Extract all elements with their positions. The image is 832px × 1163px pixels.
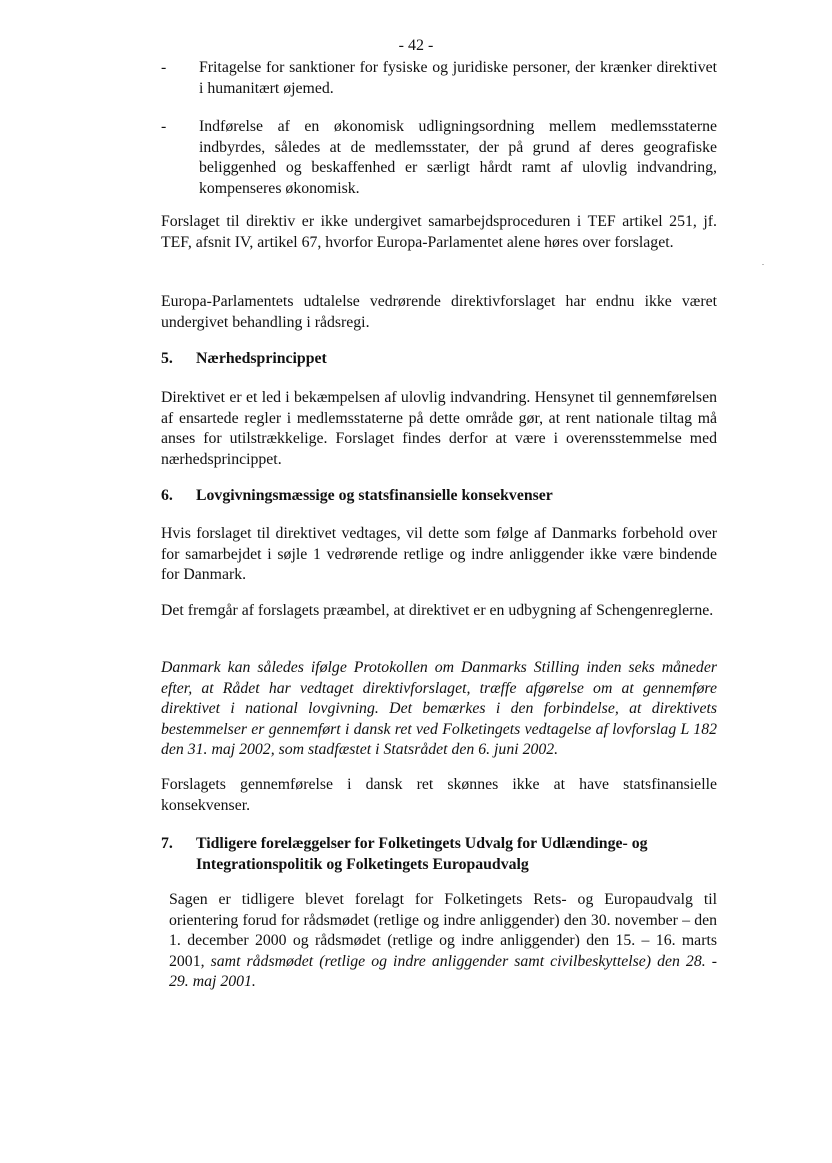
paragraph: Europa-Parlamentets udtalelse vedrørende direktivforslaget har endnu ikke været undergivet behandling i rådsregi. xyxy=(161,293,717,331)
bullet-text: Fritagelse for sanktioner for fysiske og juridiske personer, der krænker direktivet i humanitært øjemed. xyxy=(199,59,717,97)
paragraph: Forslagets gennemførelse i dansk ret skønnes ikke at have statsfinansielle konsekvenser. xyxy=(161,776,717,814)
paragraph-text: Sagen er tidligere blevet forelagt for Folketingets Rets- og Europaudvalg til orientering forud for rådsmødet (retlige og indre anliggender) den 30. november – den 1. december 2000 og rådsmødet (retlige og indre anliggender) den 15. – 16. marts 2001, xyxy=(169,891,717,970)
page-number: - 42 - xyxy=(398,37,434,54)
bullet-item xyxy=(161,117,717,201)
bullet-dash: - xyxy=(161,118,167,135)
bullet-item xyxy=(161,58,717,100)
scan-speck xyxy=(762,264,764,265)
paragraph-text-italic: samt rådsmødet (retlige og indre anliggender samt civilbeskyttelse) den 28. - 29. maj 2001. xyxy=(169,952,717,991)
paragraph xyxy=(169,890,717,993)
section-heading xyxy=(161,834,717,878)
paragraph: Forslaget til direktiv er ikke undergivet samarbejdsproceduren i TEF artikel 251, jf. TEF, afsnit IV, artikel 67, hvorfor Europa-Parlamentet alene høres over forslaget. xyxy=(161,213,717,251)
bullet-dash: - xyxy=(161,59,167,76)
paragraph-italic: Danmark kan således ifølge Protokollen om Danmarks Stilling inden seks måneder efter, at Rådet har vedtaget direktivforslaget, træffe afgørelse om at gennemføre direktivet i national lovgivning. Det bemærkes i den forbindelse, at direktivets bestemmelser er gennemført i dansk ret ved Folketingets vedtagelse af lovforslag L 182 den 31. maj 2002, som stadfæstet i Statsrådet den 6. juni 2002. xyxy=(161,659,717,759)
section-title: Tidligere forelæggelser for Folketingets Udvalg for Udlændinge- og Integrationspolitik og Folketingets Europaudvalg xyxy=(196,835,648,873)
section-number: 7. xyxy=(161,835,173,852)
section-number: 5. xyxy=(161,350,173,367)
section-title: Lovgivningsmæssige og statsfinansielle konsekvenser xyxy=(196,487,553,504)
section-title: Nærhedsprincippet xyxy=(196,350,327,367)
section-heading xyxy=(161,349,717,371)
section-number: 6. xyxy=(161,487,173,504)
bullet-text: Indførelse af en økonomisk udligningsordning mellem medlemsstaterne indbyrdes, således at de medlemsstater, der på grund af deres geografiske beliggenhed og beskaffenhed er særligt hårdt ramt af ulovlig indvandring, kompenseres økonomisk. xyxy=(199,118,717,197)
paragraph: Hvis forslaget til direktivet vedtages, vil dette som følge af Danmarks forbehold over for samarbejdet i søjle 1 vedrørende retlige og indre anliggender ikke være bindende for Danmark. xyxy=(161,525,717,584)
paragraph: Det fremgår af forslagets præambel, at direktivet er en udbygning af Schengenreglerne. xyxy=(161,602,714,619)
section-heading xyxy=(161,486,717,508)
paragraph: Direktivet er et led i bekæmpelsen af ulovlig indvandring. Hensynet til gennemførelsen af ensartede regler i medlemsstaterne på dette område gør, at rent nationale tiltag må anses for utilstrækkelige. Forslaget findes derfor at være i overensstemmelse med nærhedsprincippet. xyxy=(161,389,717,468)
